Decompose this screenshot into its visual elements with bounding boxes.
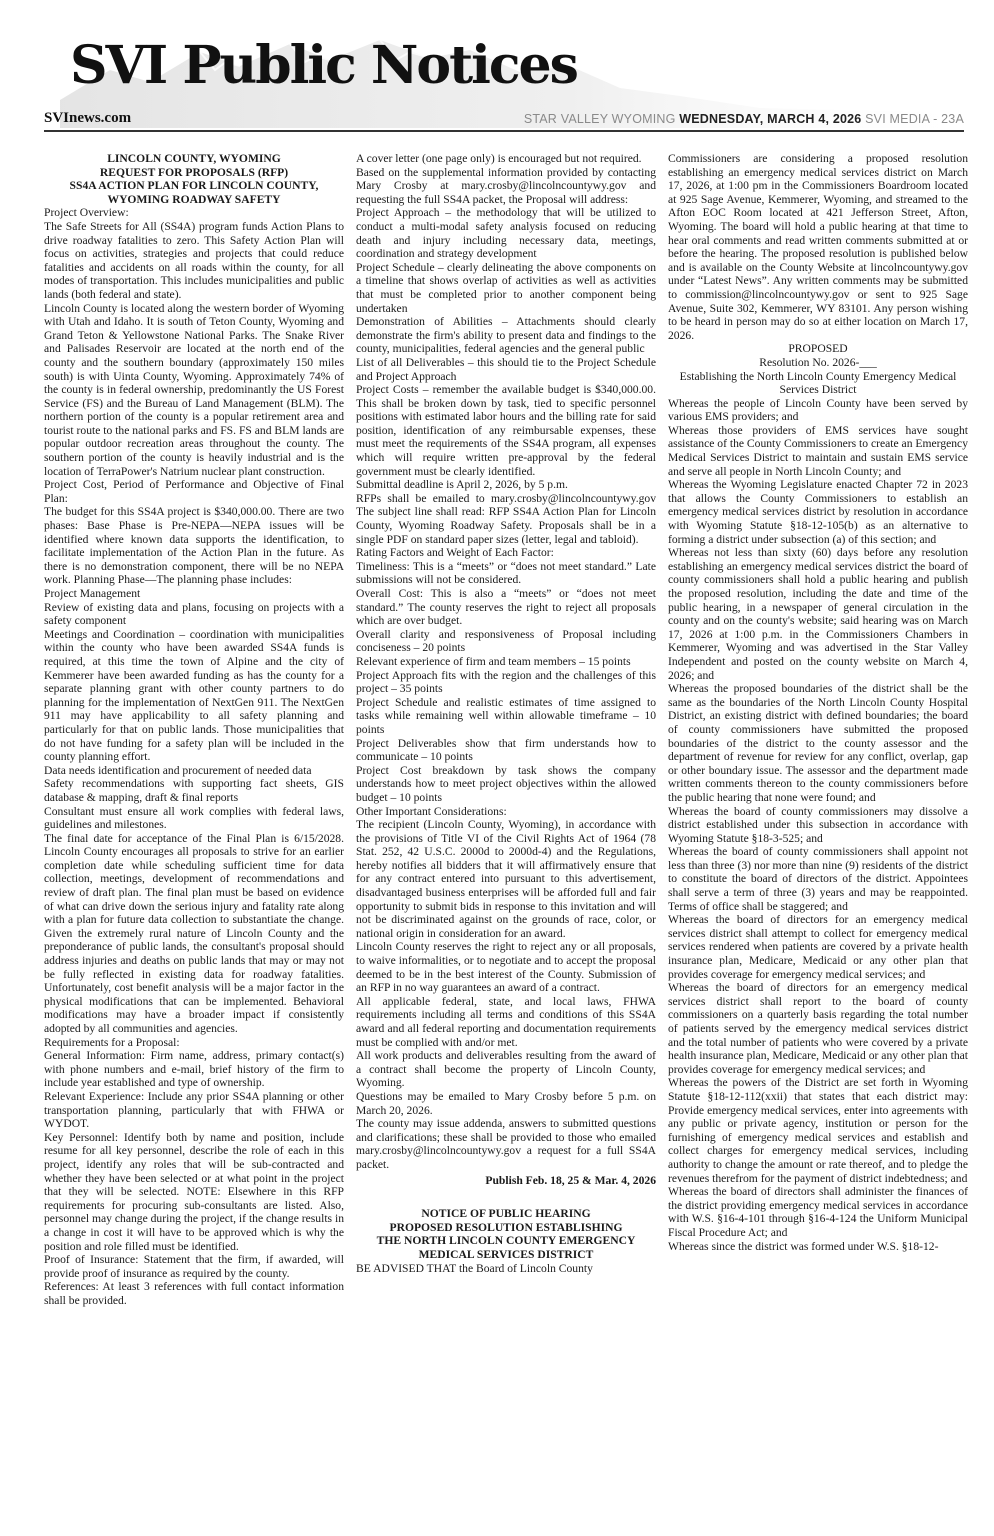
rfp-paragraph: Overall clarity and responsiveness of Proposal including conciseness – 20 points	[356, 627, 656, 655]
rfp-paragraph: Project Cost, Period of Performance and Objective of Final Plan:	[44, 478, 344, 505]
resolution-clause: Whereas the board of county commissioners shall appoint not less than three (3) nor more than nine (9) residents of the district to constitute the board of directors of the district. Appointees shall serve a term of three (3) years and may be reappointed. Terms of office shall be staggered; and	[668, 845, 968, 913]
rfp-paragraph: Project Management	[44, 587, 141, 600]
masthead	[0, 0, 994, 130]
rfp-paragraph: The county may issue addenda, answers to submitted questions and clarifications; these shall be provided to those who emailed mary.crosby@lincolncountywy.gov a request for a full SS4A packet.	[356, 1117, 656, 1171]
rfp-paragraph: Meetings and Coordination – coordination with municipalities within the county who have been awarded SS4A funds is required, at this time the town of Alpine and the city of Kemmerer have been awarded funding as has the county for a separate planning grant with other county partners to do planning for the implementation of NextGen 911. The NextGen 911 may have applicability to all safety planning and particularly for that on public lands. Those municipalities that do not have funding for a safety plan will be included in the county planning effort.	[44, 627, 344, 764]
rfp-paragraph: Project Cost breakdown by task shows the company understands how to meet project objectives within the allowed budget – 10 points	[356, 763, 656, 804]
rfp-paragraph: Safety recommendations with supporting fact sheets, GIS database & mapping, draft & final reports	[44, 777, 344, 804]
resolution-clause: Whereas the board of directors shall administer the finances of the district providing emergency medical services in accordance with W.S. §16-4-101 through §16-4-124 the Uniform Municipal Fiscal Procedure Act; and	[668, 1185, 968, 1239]
rfp-paragraph: RFPs shall be emailed to mary.crosby@lincolncountywy.gov The subject line shall read: RFP SS4A Action Plan for Lincoln County, Wyoming Roadway Safety. Proposals shall be in a single PDF on standard paper sizes (letter, legal and tabloid).	[356, 491, 656, 546]
rfp-paragraph: Based on the supplemental information provided by contacting Mary Crosby at mary.crosby@lincolncountywy.gov and requesting the full SS4A packet, the Proposal will address:	[356, 165, 656, 206]
page-title: SVI Public Notices	[70, 35, 577, 96]
rfp-paragraph: Timeliness: This is a “meets” or “does not meet standard.” Late submissions will not be considered.	[356, 559, 656, 587]
rfp-heading-line: WYOMING ROADWAY SAFETY	[107, 192, 281, 206]
resolution-clause: Whereas the board of county commissioners may dissolve a district established under this subsection in accordance with Wyoming Statute §18-3-525; and	[668, 804, 968, 845]
resolution-clause: Whereas the powers of the District are set forth in Wyoming Statute §18-12-112(xxii) that states that each district may: Provide emergency medical services, enter into agreements with any public or private agency, institution or person for the furnishing of emergency medical services and establish and collect charges for emergency medical services, including authority to change the amount or rate thereof, and to pledge the revenues therefrom for the payment of district indebtedness; and	[668, 1076, 968, 1185]
rfp-paragraph: Relevant Experience: Include any prior SS4A planning or other transportation planning, particularly that with FHWA or WYDOT.	[44, 1089, 344, 1131]
resolution-title: Establishing the North Lincoln County Emergency Medical Services District	[679, 369, 957, 397]
hearing-heading-line: MEDICAL SERVICES DISTRICT	[418, 1247, 594, 1261]
rfp-paragraph: All applicable federal, state, and local laws, FHWA requirements including all terms and conditions of this SS4A award and all federal reporting and documentation requirements must be complied with and/or met.	[356, 994, 656, 1049]
rfp-notice	[44, 152, 344, 1307]
hearing-intro-part-2: Commissioners are considering a proposed resolution establishing an emergency medical services district on March 17, 2026, at 1:00 pm in the Commissioners Boardroom located at 925 Sage Avenue, Kemmerer, Wyoming, and streamed to the Afton EOC Room located at 421 Jefferson Street, Afton, Wyoming. The board will hold a public hearing at that time to hear oral comments and read written comments submitted at or before the hearing. The proposed resolution is published below and is available on the County Website at lincolncountywy.gov under “Latest News”. Any written comments may be submitted to commission@lincolncountywy.gov or sent to 925 Sage Avenue, Suite 302, Kemmerer, WY 83101. Any person wishing to be heard in person may do so at either location on March 17, 2026.	[668, 152, 968, 342]
rfp-paragraph: Key Personnel: Identify both by name and position, include resume for all key personnel, describe the role of each in this project, identify any roles that will be sub-contracted and whether they have been selected or at what point in the project that they will be selected. NOTE: Elsewhere in this RFP requirements for procuring sub-consultants are listed. Also, personnel may change during the project, if the change results in a change in cost it will have to be approved which is why the position and role filled must be identified.	[44, 1130, 344, 1253]
rfp-heading-line: REQUEST FOR PROPOSALS (RFP)	[99, 165, 289, 179]
rfp-paragraph: The recipient (Lincoln County, Wyoming), in accordance with the provisions of Title VI of the Civil Rights Act of 1964 (78 Stat. 252, 42 U.S.C. 2000d to 2000d-4) and the Regulations, hereby notifies all bidders that it will affirmatively ensure that for any contract entered into pursuant to this advertisement, disadvantaged business enterprises will be afforded full and fair opportunity to submit bids in response to this invitation and will not be discriminated against on the grounds of race, color, or national origin in consideration for an award.	[356, 818, 656, 940]
hearing-heading-line: PROPOSED RESOLUTION ESTABLISHING	[389, 1220, 623, 1234]
rfp-paragraph: Consultant must ensure all work complies with federal laws, guidelines and milestones.	[44, 804, 344, 832]
rfp-paragraph: Other Important Considerations:	[356, 804, 507, 818]
rfp-paragraph: Lincoln County is located along the western border of Wyoming with Utah and Idaho. It is south of Teton County, Wyoming and Grand Teton & Yellowstone National Parks. The Snake River and Palisades Reservoir are located at the north end of the county and the southern boundary (approximately 150 miles south) is with Uinta County, Wyoming. Approximately 74% of the county is in federal ownership, predominantly the US Forest Service (FS) and the Bureau of Land Management (BLM). The northern portion of the county is a popular retirement area and tourist route to the national parks and FS. FS and BLM lands are popular outdoor recreation areas throughout the county. The southern portion of the county is heavily industrial and is the location of TerraPower's Natrium nuclear plant construction.	[44, 301, 344, 478]
rfp-paragraph: All work products and deliverables resulting from the award of a contract shall become the property of Lincoln County, Wyoming.	[356, 1049, 656, 1090]
masthead-rule	[44, 130, 964, 132]
rfp-paragraph: Project Approach – the methodology that will be utilized to conduct a multi-modal safety analysis focused on reducing death and injury including necessary data, meetings, coordination and strategy development	[356, 206, 656, 261]
rfp-paragraph: Project Deliverables show that firm understands how to communicate – 10 points	[356, 736, 656, 764]
rfp-body-part-2	[356, 152, 656, 1172]
resolution-clause: Whereas those providers of EMS services have sought assistance of the County Commissioners to create an Emergency Medical Services District to maintain and sustain EMS service and serve all people in North Lincoln County; and	[668, 423, 968, 478]
rfp-body-part-1	[44, 206, 344, 1307]
hearing-notice	[356, 1207, 656, 1275]
column-3	[668, 152, 968, 1524]
rfp-paragraph: Project Schedule and realistic estimates of time assigned to tasks while remaining well within allowable timeframe – 10 points	[356, 695, 656, 736]
column-1	[44, 152, 344, 1524]
rfp-paragraph: Project Approach fits with the region and the challenges of this project – 35 points	[356, 668, 656, 696]
hearing-intro-part-1: BE ADVISED THAT the Board of Lincoln County	[356, 1261, 593, 1275]
rfp-paragraph: Review of existing data and plans, focusing on projects with a safety component	[44, 600, 344, 628]
rfp-paragraph: List of all Deliverables – this should tie to the Project Schedule and Project Approach	[356, 355, 656, 383]
rfp-paragraph: Submittal deadline is April 2, 2026, by 5 p.m.	[356, 478, 568, 492]
rfp-paragraph: A cover letter (one page only) is encouraged but not required.	[356, 152, 642, 165]
resolution-clause: Whereas the board of directors for an emergency medical services district shall report to the board of county commissioners on a quarterly basis regarding the total number of patients served by the emergency medical services district and the total number of patients who were covered by a private health insurance plan, Medicare, Medicaid or any other plan that provides coverage for emergency medical services; and	[668, 981, 968, 1076]
rfp-paragraph: Overall Cost: This is also a “meets” or “does not meet standard.” The county reserves the right to reject all proposals which are over budget.	[356, 587, 656, 628]
rfp-paragraph: The final date for acceptance of the Final Plan is 6/15/2028. Lincoln County encourages all proposals to strive for an earlier completion date while scheduling sufficient time for data collection, meetings, development of recommendations and review of draft plan. The final plan must be based on evidence of what can drive down the serious injury and fatality rate along with a plan for future data collection to substantiate the change. Given the extremely rural nature of Lincoln County and the preponderance of public lands, the consultant's proposal should address injuries and deaths on public lands that may or may not be fully reflected in existing data for roadway fatalities. Unfortunately, cost benefit analysis will be a major factor in the physical modifications that can be implemented. Behavioral modifications may have a broader impact if consistently adopted by all communities and agencies.	[44, 831, 344, 1035]
dateline-date: WEDNESDAY, MARCH 4, 2026	[679, 112, 862, 126]
rfp-paragraph: Data needs identification and procurement of needed data	[44, 763, 312, 777]
rfp-paragraph: General Information: Firm name, address, primary contact(s) with phone numbers and e-mail, brief history of the firm to include year established and type of ownership.	[44, 1049, 344, 1090]
rfp-paragraph: Demonstration of Abilities – Attachments should clearly demonstrate the firm's ability to present data and findings to the county, municipalities, federal agencies and the general public	[356, 315, 656, 356]
rfp-heading-line: LINCOLN COUNTY, WYOMING	[107, 152, 281, 165]
resolution-clause: Whereas since the district was formed under W.S. §18-12-	[668, 1239, 939, 1253]
rfp-paragraph: Project Schedule – clearly delineating the above components on a timeline that shows overlap of activities as well as activities that must be completed prior to another component being undertaken	[356, 260, 656, 315]
rfp-paragraph: Project Costs – remember the available budget is $340,000.00. This shall be broken down by task, tied to specific personnel positions with estimated labor hours and the billing rate for said position, identification of any reimbursable expenses, these must meet the requirements of the SS4A program, all expenses which will require written pre-approval by the federal government must be clearly identified.	[356, 383, 656, 478]
hearing-heading-line: NOTICE OF PUBLIC HEARING	[421, 1207, 591, 1221]
dateline-section: SVI MEDIA - 23A	[865, 112, 964, 126]
proposed-label: PROPOSED	[788, 342, 848, 356]
rfp-heading-line: SS4A ACTION PLAN FOR LINCOLN COUNTY,	[69, 179, 319, 193]
dateline	[524, 112, 964, 126]
dateline-location: STAR VALLEY WYOMING	[523, 112, 676, 126]
rfp-paragraph: Lincoln County reserves the right to reject any or all proposals, to waive informalities, or to negotiate and to accept the proposal deemed to be in the best interest of the County. Submission of an RFP in no way guarantees an award of a contract.	[356, 940, 656, 995]
hearing-heading-line: THE NORTH LINCOLN COUNTY EMERGENCY	[376, 1234, 636, 1248]
resolution-clause: Whereas the people of Lincoln County have been served by various EMS providers; and	[668, 396, 968, 424]
rfp-paragraph: References: At least 3 references with full contact information shall be provided.	[44, 1280, 344, 1307]
resolution-clause: Whereas the board of directors for an emergency medical services district shall attempt to collect for emergency medical services rendered when patients are covered by a private health insurance plan, Medicare, Medicaid or any other plan that provides coverage for emergency medical services; and	[668, 913, 968, 981]
rfp-paragraph: The budget for this SS4A project is $340,000.00. There are two phases: Base Phase is Pre-NEPA—NEPA issues will be identified where known data supports the identification, to facilitate implementation of the Action Plan in the future. As there is no demonstration component, there will be no NEPA work. Planning Phase—The planning phase includes:	[44, 505, 344, 587]
publish-dates: Publish Feb. 18, 25 & Mar. 4, 2026	[485, 1173, 656, 1187]
resolution-number: Resolution No. 2026-___	[759, 355, 877, 369]
rfp-paragraph: Project Overview:	[44, 206, 129, 220]
rfp-paragraph: Proof of Insurance: Statement that the firm, if awarded, will provide proof of insurance as required by the county.	[44, 1253, 344, 1280]
rfp-paragraph: Rating Factors and Weight of Each Factor:	[356, 546, 554, 560]
rfp-paragraph: Requirements for a Proposal:	[44, 1035, 180, 1049]
column-2	[356, 152, 656, 1524]
resolution-clause: Whereas not less than sixty (60) days before any resolution establishing an emergency medical services district the board of county commissioners shall hold a public hearing and publish the proposed resolution, including the date and time of the public hearing, in a newspaper of general circulation in the county and on the county's website; said hearing was on March 17, 2026 at 1:00 p.m. in the Commissioners Chambers in Kemmerer, Wyoming and was advertised in the Star Valley Independent and posted on the county website on March 4, 2026; and	[668, 546, 968, 682]
resolution-clause: Whereas the Wyoming Legislature enacted Chapter 72 in 2023 that allows the County Commissioners to establish an emergency medical services district by resolution in accordance with Wyoming Statute §18-12-105(b) as an alternative to forming a district under subsection (a) of this section; and	[668, 478, 968, 546]
site-url: SVInews.com	[44, 110, 132, 126]
resolution-clause: Whereas the proposed boundaries of the district shall be the same as the boundaries of the North Lincoln County Hospital District, an existing district with defined boundaries; the board of county commissioners have submitted the proposed boundaries of the district to the county assessor and the department of revenue for review for any conflict, overlap, gap or other boundary issue. The assessor and the department made written comments thereon to the county commissioners before the public hearing that none were found; and	[668, 682, 968, 804]
resolution-clauses	[668, 397, 968, 1253]
rfp-paragraph: The Safe Streets for All (SS4A) program funds Action Plans to drive roadway fatalities to zero. This Safety Action Plan will focus on activities, strategies and projects that could reduce fatalities and accidents on all roads within the county, for all modes of transportation. This includes municipalities and public lands (both federal and state).	[44, 219, 344, 301]
rfp-paragraph: Relevant experience of firm and team members – 15 points	[356, 654, 631, 668]
rfp-paragraph: Questions may be emailed to Mary Crosby before 5 p.m. on March 20, 2026.	[356, 1089, 656, 1117]
